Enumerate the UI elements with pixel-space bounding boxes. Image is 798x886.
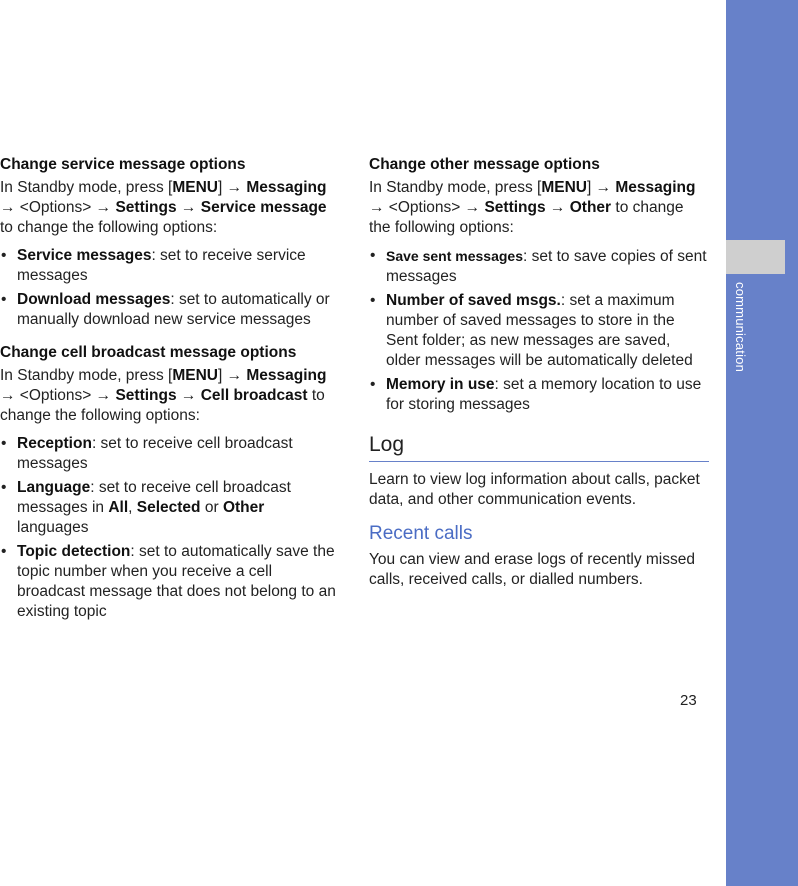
- list-item: • Language: set to receive cell broadcast messages in All, Selected or Other languages: [0, 478, 340, 538]
- recent-calls-heading: Recent calls: [369, 523, 473, 544]
- option-list: [0, 246, 340, 330]
- log-heading: Log: [369, 431, 709, 462]
- chapter-tab: [726, 240, 785, 274]
- list-item: • Reception: set to receive cell broadcast messages: [0, 434, 340, 474]
- section-heading: Change other message options: [369, 156, 600, 173]
- chapter-sidebar: [726, 0, 798, 886]
- right-column: [369, 154, 709, 590]
- page-number: 23: [680, 692, 697, 709]
- section-intro: In Standby mode, press [MENU] → Messaging → <Options> → Settings → Other to change the following options:: [369, 179, 696, 236]
- chapter-label: communication: [733, 282, 748, 373]
- section-heading: Change cell broadcast message options: [0, 344, 297, 361]
- recent-calls-text: You can view and erase logs of recently missed calls, received calls, or dialled numbers.: [369, 551, 695, 588]
- log-text: Learn to view log information about calls, packet data, and other communication events.: [369, 471, 700, 508]
- list-item: • Service messages: set to receive service messages: [0, 246, 340, 286]
- list-item: • Memory in use: set a memory location to use for storing messages: [369, 375, 709, 415]
- left-column: [0, 154, 340, 626]
- option-list: [0, 434, 340, 622]
- section-intro: In Standby mode, press [MENU] → Messaging → <Options> → Settings → Cell broadcast to change the following options:: [0, 367, 327, 424]
- option-list: [369, 246, 709, 415]
- list-item: • Download messages: set to automatically or manually download new service messages: [0, 290, 340, 330]
- section-heading: Change service message options: [0, 156, 246, 173]
- list-item: • Save sent messages: set to save copies of sent messages: [369, 246, 709, 287]
- list-item: • Number of saved msgs.: set a maximum number of saved messages to store in the Sent folder; as new messages are saved, older messages will be automatically deleted: [369, 291, 709, 371]
- list-item: • Topic detection: set to automatically save the topic number when you receive a cell broadcast message that does not belong to an existing topic: [0, 542, 340, 622]
- section-intro: In Standby mode, press [MENU] → Messaging → <Options> → Settings → Service message to change the following options:: [0, 179, 327, 236]
